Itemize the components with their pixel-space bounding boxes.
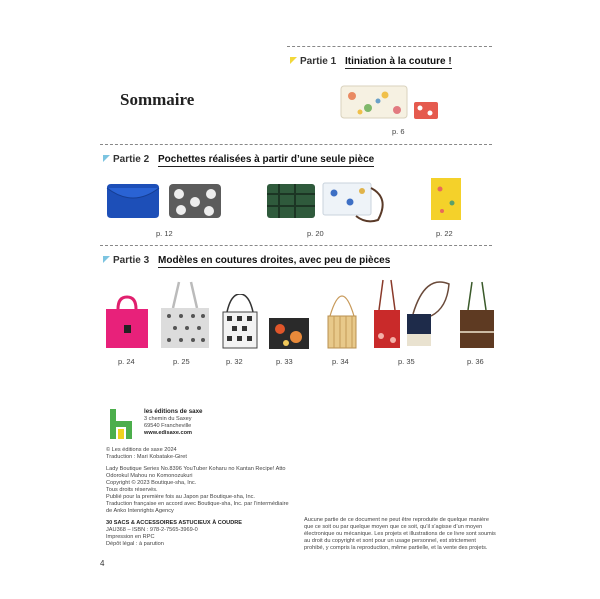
published: Publié pour la première fois au Japon par Boutique-sha, Inc. (106, 494, 255, 500)
legal-line: que ce soit ou par quelque moyen que ce soit, qu’il s’agisse d’un moyen (304, 524, 483, 530)
pouch-plaid-image (265, 182, 317, 220)
page-ref: p. 25 (173, 357, 190, 366)
page-ref: p. 22 (436, 229, 453, 238)
divider-part2 (100, 144, 492, 145)
legal-line: au droit du copyright et sont pour un usage personnel, est strictement (304, 538, 476, 544)
page-ref: p. 24 (118, 357, 135, 366)
pouch-yellow-image (430, 177, 462, 221)
page-ref: p. 34 (332, 357, 349, 366)
flag-icon (103, 256, 110, 263)
bag-pattern-tote-image (159, 280, 211, 350)
page-ref: p. 33 (276, 357, 293, 366)
book-title: 30 SACS & ACCESSOIRES ASTUCIEUX À COUDRE (106, 520, 243, 526)
depot-legal: Dépôt légal : à parution (106, 541, 164, 547)
page-ref: p. 6 (392, 127, 405, 136)
bag-navy-crossbody-image (403, 278, 455, 350)
divider-part1 (287, 46, 492, 47)
part1-label: Partie 1 (290, 56, 336, 67)
series-line1: Lady Boutique Series No.8396 YouTuber Koharu no Kantan Recipe! Atto (106, 466, 286, 472)
part1-title: Itiniation à la couture ! (345, 56, 452, 67)
pouch-small-red-image (413, 101, 439, 120)
isbn: JAU368 – ISBN : 978-2-7565-3969-0 (106, 527, 198, 533)
agreement1: Traduction française en accord avec Boutique-sha, Inc. par l’intermédiaire (106, 501, 289, 507)
bag-brown-tote-image (458, 280, 496, 350)
agreement2: de Anko Intenrights Agency (106, 508, 174, 514)
page-number: 4 (100, 559, 105, 568)
flag-icon (290, 57, 297, 64)
publisher-address1: 3 chemin du Saxey (144, 416, 192, 422)
rights: Tous droits réservés. (106, 487, 158, 493)
pouch-floral-image (340, 84, 408, 120)
publisher-address2: 69540 Francheville (144, 423, 192, 429)
publisher-website: www.edisaxe.com (144, 430, 192, 436)
bag-pink-tote-image (104, 295, 150, 350)
page-ref: p. 35 (398, 357, 415, 366)
page-ref: p. 12 (156, 229, 173, 238)
copyright2: Copyright © 2023 Boutique-sha, Inc. (106, 480, 197, 486)
publisher-name: les éditions de saxe (144, 408, 203, 415)
legal-line: prohibé, y compris la reproduction, même partielle, et la vente des projets. (304, 545, 488, 551)
page-ref: p. 36 (467, 357, 484, 366)
copyright: © Les éditions de saxe 2024 (106, 447, 177, 453)
part2-label: Partie 2 (103, 154, 149, 165)
publisher-logo-icon (106, 407, 138, 441)
bag-red-image (371, 278, 403, 350)
printed: Impression en RPC (106, 534, 155, 540)
bag-checker-image (219, 294, 261, 350)
legal-line: électronique ou mécanique. Les projets et illustrations de ce livre sont soumis (304, 531, 496, 537)
page-ref: p. 32 (226, 357, 243, 366)
legal-line: Aucune partie de ce document ne peut être reproduite de quelque manière (304, 517, 490, 523)
pouch-blue-image (104, 182, 162, 220)
bag-basket-image (322, 282, 362, 350)
page-ref: p. 20 (307, 229, 324, 238)
series-line2: Odorokul Mahou no Komonozukuri (106, 473, 193, 479)
part2-title: Pochettes réalisées à partir d’une seule pièce (158, 154, 375, 165)
bag-floral-dark-image (268, 317, 310, 350)
part3-label: Partie 3 (103, 255, 149, 266)
pouch-strap-image (320, 180, 390, 224)
translation: Traduction : Mari Kobatake-Giret (106, 454, 187, 460)
divider-part3 (100, 245, 492, 246)
flag-icon (103, 155, 110, 162)
part3-title: Modèles en coutures droites, avec peu de pièces (158, 255, 391, 266)
page-title: Sommaire (120, 90, 195, 109)
pouch-dots-image (167, 182, 223, 220)
